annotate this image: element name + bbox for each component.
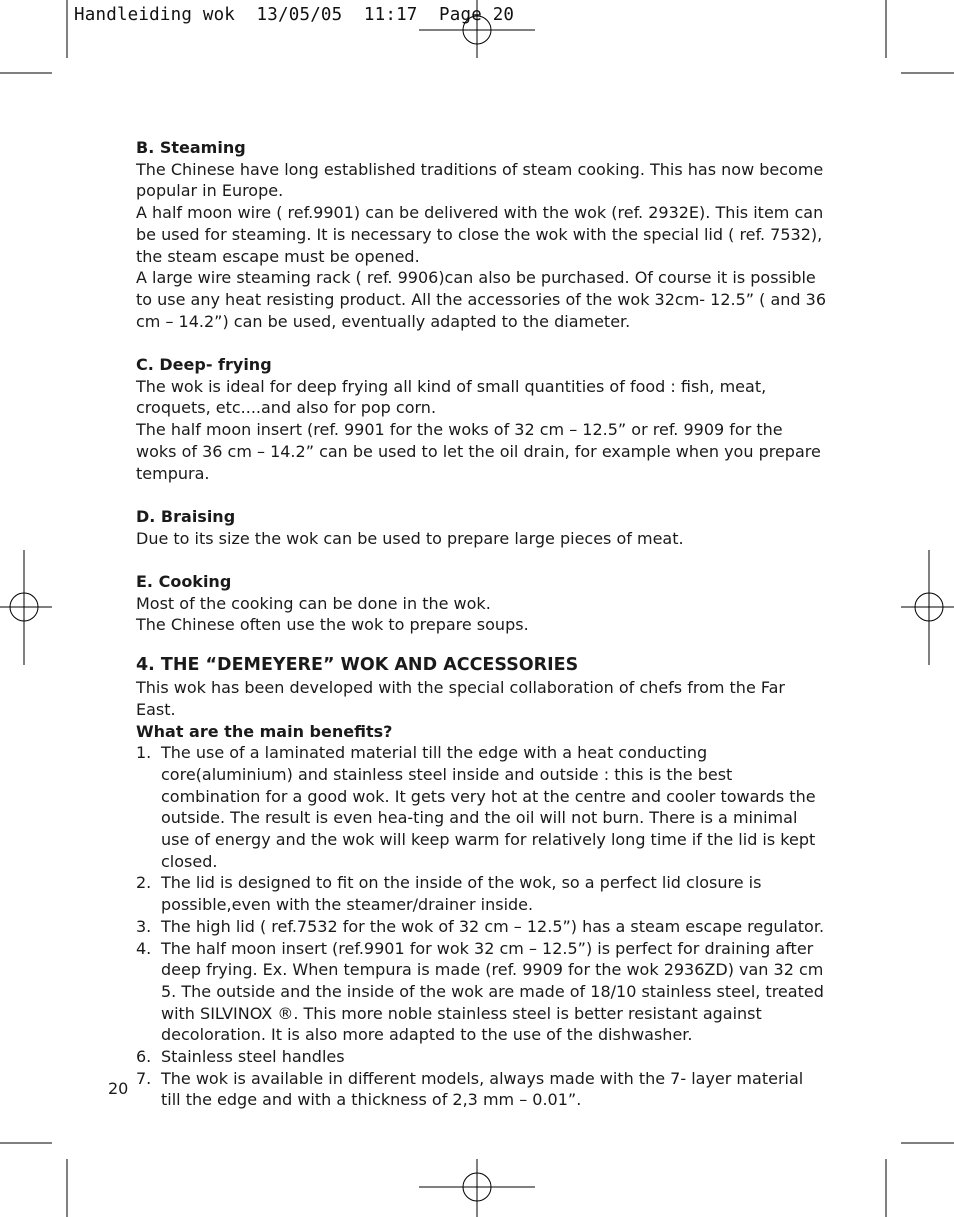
paragraph: Due to its size the wok can be used to prepare large pieces of meat. (136, 528, 684, 548)
section-heading-cooking: E. Cooking (136, 572, 232, 592)
paragraph: This wok has been developed with the special collaboration of chefs from the Far East. (136, 678, 785, 719)
paragraph: The Chinese have long established traditions of steam cooking. This has now become popular in Europe. (136, 159, 824, 201)
paragraph: A large wire steaming rack ( ref. 9906)can also be purchased. Of course it is possible to use any heat resisting product. All the accessories of the wok 32cm- 12.5” ( and 36 cm – 14.2”) can be used, eventually adapted to the diameter. (136, 268, 827, 331)
list-text: The high lid ( ref.7532 for the wok of 32 cm – 12.5”) has a steam escape regulator. (161, 916, 825, 936)
list-item (136, 1068, 826, 1111)
list-number: 6. (136, 1047, 152, 1067)
chapter-heading: 4. THE “DEMEYERE” WOK AND ACCESSORIES (136, 655, 579, 676)
paragraph: Most of the cooking can be done in the wok. (136, 593, 491, 613)
paragraph: A half moon wire ( ref.9901) can be delivered with the wok (ref. 2932E). This item can be used for steaming. It is necessary to close the wok with the special lid ( ref. 7532), the steam escape must be opened. (136, 203, 824, 266)
list-item (136, 742, 826, 872)
benefits-list (136, 742, 826, 1111)
page-number: 20 (108, 1079, 129, 1098)
paragraph: The wok is ideal for deep frying all kind of small quantities of food : fish, meat, croquets, etc....and also for pop corn. (136, 376, 767, 418)
list-number: 3. (136, 916, 152, 936)
paragraph: The half moon insert (ref. 9901 for the woks of 32 cm – 12.5” or ref. 9909 for the woks of 36 cm – 14.2” can be used to let the oil drain, for example when you prepare tempura. (136, 420, 821, 483)
list-text: The wok is available in different models, always made with the 7- layer material till the edge and with a thickness of 2,3 mm – 0.01”. (161, 1068, 804, 1110)
list-item (136, 916, 826, 938)
paragraph: The Chinese often use the wok to prepare soups. (136, 615, 529, 635)
list-text: Stainless steel handles (161, 1047, 345, 1067)
page-content (136, 137, 826, 1111)
print-slug: Handleiding wok 13/05/05 11:17 Page 20 (74, 5, 515, 25)
list-text: The use of a laminated material till the edge with a heat conducting core(aluminium) and stainless steel inside and outside : this is the best combination for a good wok. It gets very hot at the centre and cooler towards the outside. The result is even hea-ting and the oil will not burn. There is a minimal use of energy and the wok will keep warm for relatively long time if the lid is kept closed. (161, 743, 816, 871)
section-heading-braising: D. Braising (136, 506, 236, 526)
list-number: 7. (136, 1068, 152, 1088)
list-number: 2. (136, 873, 152, 893)
list-item (136, 1046, 826, 1068)
list-text: The half moon insert (ref.9901 for wok 32 cm – 12.5”) is perfect for draining after deep frying. Ex. When tempura is made (ref. 9909 for the wok 2936ZD) van 32 cm 5. The outside and the inside of the wok are made of 18/10 stainless steel, treated with SILVINOX ®. This more noble stainless steel is better resistant against decoloration. It is also more adapted to the use of the dishwasher. (161, 938, 824, 1045)
benefits-heading: What are the main benefits? (136, 721, 393, 741)
section-heading-steaming: B. Steaming (136, 138, 246, 157)
section-heading-deep-frying: C. Deep- frying (136, 355, 272, 375)
list-item (136, 872, 826, 915)
list-text: The lid is designed to fit on the inside of the wok, so a perfect lid closure is possible,even with the steamer/drainer inside. (161, 873, 762, 915)
list-number: 1. (136, 743, 152, 763)
list-item (136, 938, 826, 1047)
list-number: 4. (136, 938, 152, 958)
